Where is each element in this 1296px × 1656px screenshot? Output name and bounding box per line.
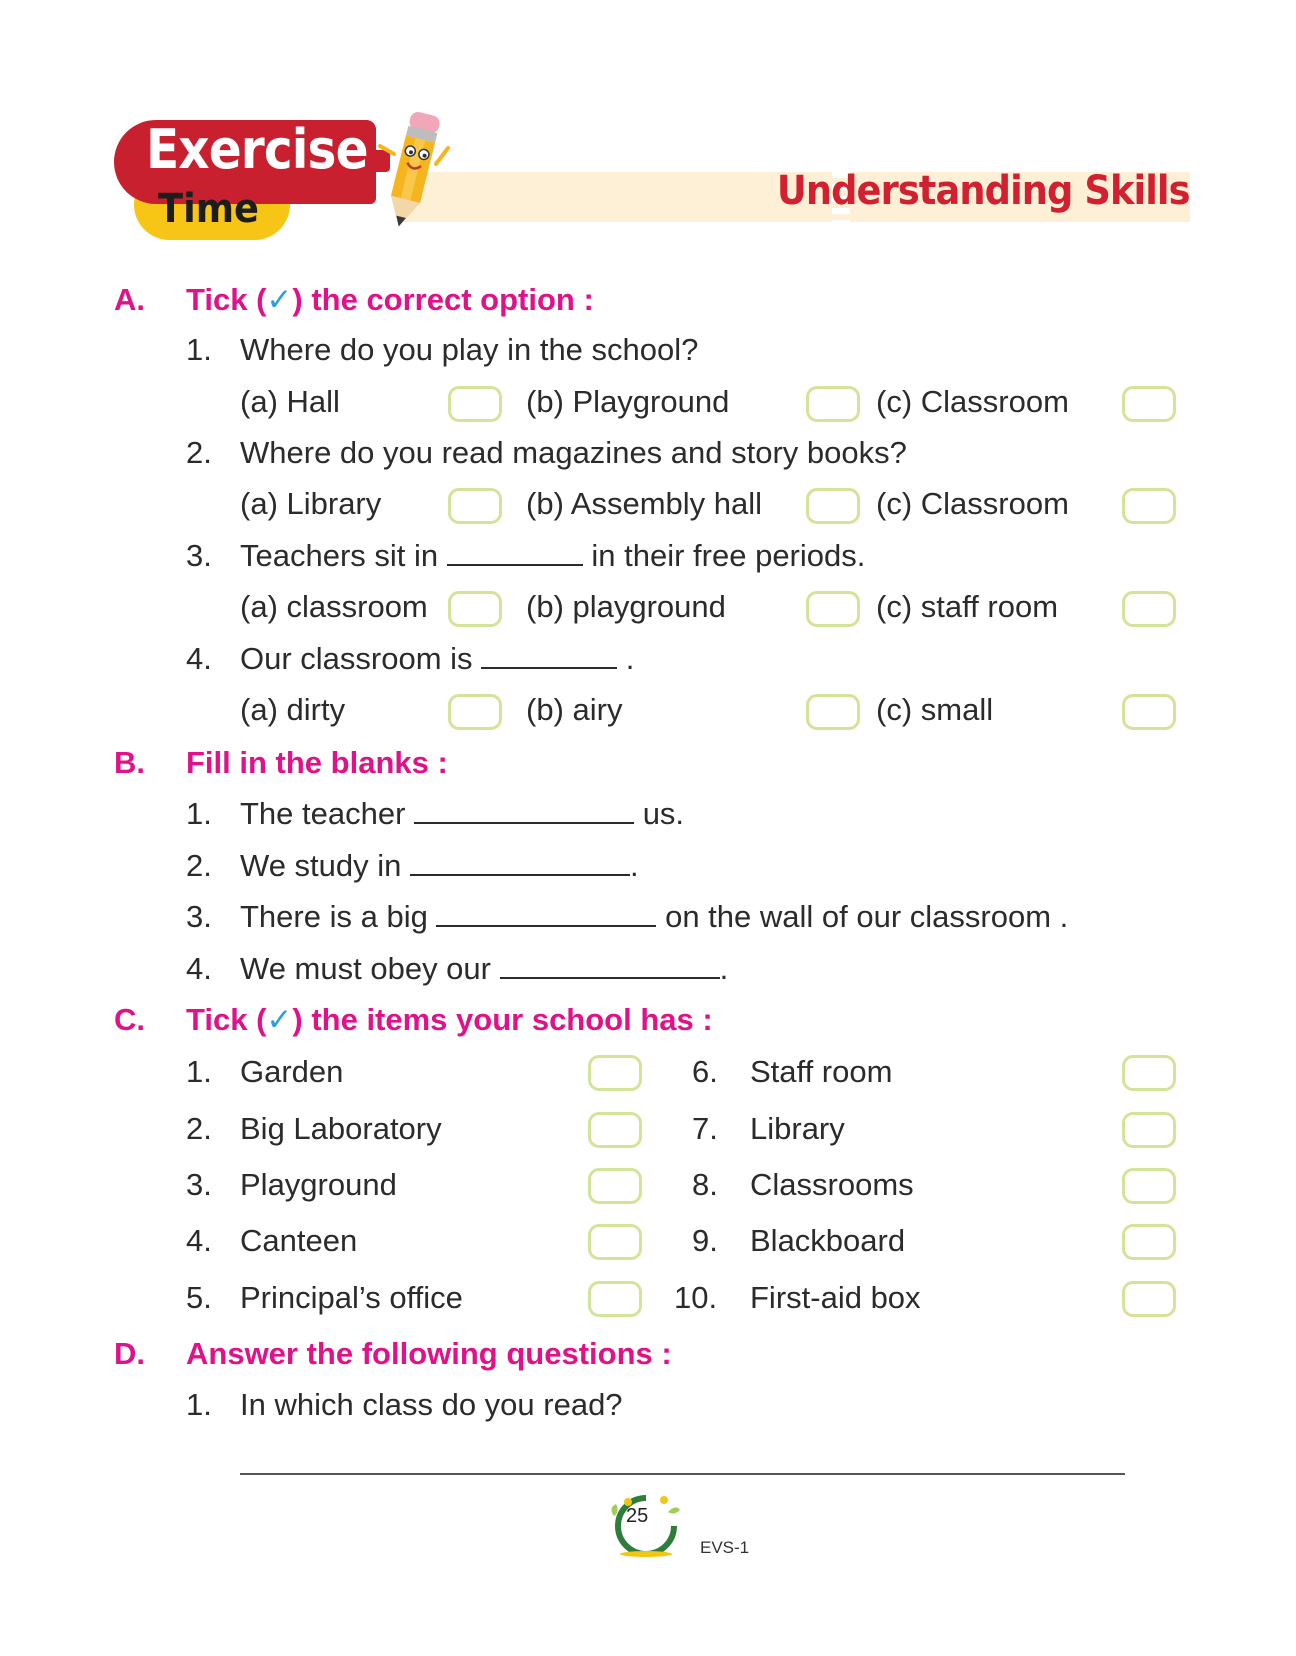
item-number: 5. (186, 1280, 212, 1315)
option-label: (b) playground (526, 589, 726, 624)
tick-box[interactable] (448, 386, 502, 422)
question-number: 2. (186, 848, 212, 883)
answer-blank[interactable] (410, 848, 630, 876)
exercise-title: Exercise (146, 118, 368, 181)
option-label: (b) Playground (526, 384, 730, 419)
question-number: 4. (186, 641, 212, 676)
section-a-title: Tick (✓) the correct option : (186, 282, 594, 317)
section-c-title: Tick (✓) the items your school has : (186, 1002, 713, 1037)
question-number: 4. (186, 951, 212, 986)
question-number: 2. (186, 435, 212, 470)
tick-box[interactable] (588, 1168, 642, 1204)
option-label: (a) Hall (240, 384, 340, 419)
item-number: 3. (186, 1167, 212, 1202)
item-label: Classrooms (750, 1167, 914, 1202)
item-label: Library (750, 1111, 845, 1146)
item-label: Playground (240, 1167, 397, 1202)
skill-label: Understanding Skills (777, 168, 1190, 214)
item-number: 7. (692, 1111, 718, 1146)
item-label: Staff room (750, 1054, 893, 1089)
tick-box[interactable] (806, 386, 860, 422)
tick-box[interactable] (1122, 694, 1176, 730)
page-number: 25 (626, 1505, 649, 1527)
question-text: Teachers sit in in their free periods. (240, 538, 866, 573)
item-number: 2. (186, 1111, 212, 1146)
section-b-title: Fill in the blanks : (186, 745, 448, 780)
fill-blank-sentence: There is a big on the wall of our classroom . (240, 899, 1069, 934)
tick-box[interactable] (1122, 1112, 1176, 1148)
answer-blank[interactable] (436, 899, 656, 927)
item-label: Principal’s office (240, 1280, 463, 1315)
option-label: (a) Library (240, 486, 382, 521)
book-label: EVS-1 (700, 1538, 750, 1557)
item-number: 6. (692, 1054, 718, 1089)
tick-box[interactable] (448, 694, 502, 730)
tick-box[interactable] (1122, 1055, 1176, 1091)
tick-box[interactable] (1122, 386, 1176, 422)
answer-blank[interactable] (500, 951, 720, 979)
fill-blank-sentence: We study in . (240, 848, 639, 883)
tick-box[interactable] (588, 1112, 642, 1148)
fill-blank-sentence: The teacher us. (240, 796, 685, 831)
item-number: 10. (674, 1280, 718, 1315)
answer-line[interactable] (240, 1473, 1125, 1475)
question-text: In which class do you read? (240, 1387, 623, 1422)
option-label: (c) staff room (876, 589, 1059, 624)
tick-box[interactable] (588, 1055, 642, 1091)
item-label: Blackboard (750, 1223, 906, 1258)
item-number: 4. (186, 1223, 212, 1258)
tick-box[interactable] (448, 488, 502, 524)
tick-box[interactable] (806, 488, 860, 524)
question-text: Where do you read magazines and story books? (240, 435, 907, 470)
option-label: (c) Classroom (876, 486, 1069, 521)
pencil-mascot-icon (372, 104, 452, 234)
question-number: 1. (186, 332, 212, 367)
tick-box[interactable] (1122, 1281, 1176, 1317)
tick-box[interactable] (448, 591, 502, 627)
item-number: 1. (186, 1054, 212, 1089)
tick-box[interactable] (588, 1224, 642, 1260)
tick-box[interactable] (806, 591, 860, 627)
option-label: (a) dirty (240, 692, 346, 727)
item-number: 8. (692, 1167, 718, 1202)
question-text: Our classroom is . (240, 641, 635, 676)
time-title: Time (158, 186, 260, 232)
tick-box[interactable] (806, 694, 860, 730)
item-label: Canteen (240, 1223, 358, 1258)
item-label: Garden (240, 1054, 344, 1089)
answer-blank[interactable] (414, 796, 634, 824)
section-b-letter: B. (114, 745, 145, 780)
question-number: 1. (186, 796, 212, 831)
item-label: Big Laboratory (240, 1111, 442, 1146)
tick-box[interactable] (1122, 1168, 1176, 1204)
item-number: 9. (692, 1223, 718, 1258)
section-d-title: Answer the following questions : (186, 1336, 672, 1371)
check-icon: ✓ (266, 1002, 293, 1037)
option-label: (b) airy (526, 692, 623, 727)
tick-box[interactable] (1122, 488, 1176, 524)
question-number: 3. (186, 899, 212, 934)
fill-blank-sentence: We must obey our . (240, 951, 729, 986)
question-number: 1. (186, 1387, 212, 1422)
question-text: Where do you play in the school? (240, 332, 699, 367)
item-label: First-aid box (750, 1280, 921, 1315)
option-label: (c) Classroom (876, 384, 1069, 419)
answer-blank[interactable] (481, 641, 617, 669)
option-label: (b) Assembly hall (526, 486, 763, 521)
option-label: (c) small (876, 692, 994, 727)
check-icon: ✓ (266, 282, 293, 317)
option-label: (a) classroom (240, 589, 428, 624)
question-number: 3. (186, 538, 212, 573)
tick-box[interactable] (588, 1281, 642, 1317)
section-a-letter: A. (114, 282, 145, 317)
section-d-letter: D. (114, 1336, 145, 1371)
section-c-letter: C. (114, 1002, 145, 1037)
tick-box[interactable] (1122, 591, 1176, 627)
tick-box[interactable] (1122, 1224, 1176, 1260)
answer-blank[interactable] (447, 538, 583, 566)
